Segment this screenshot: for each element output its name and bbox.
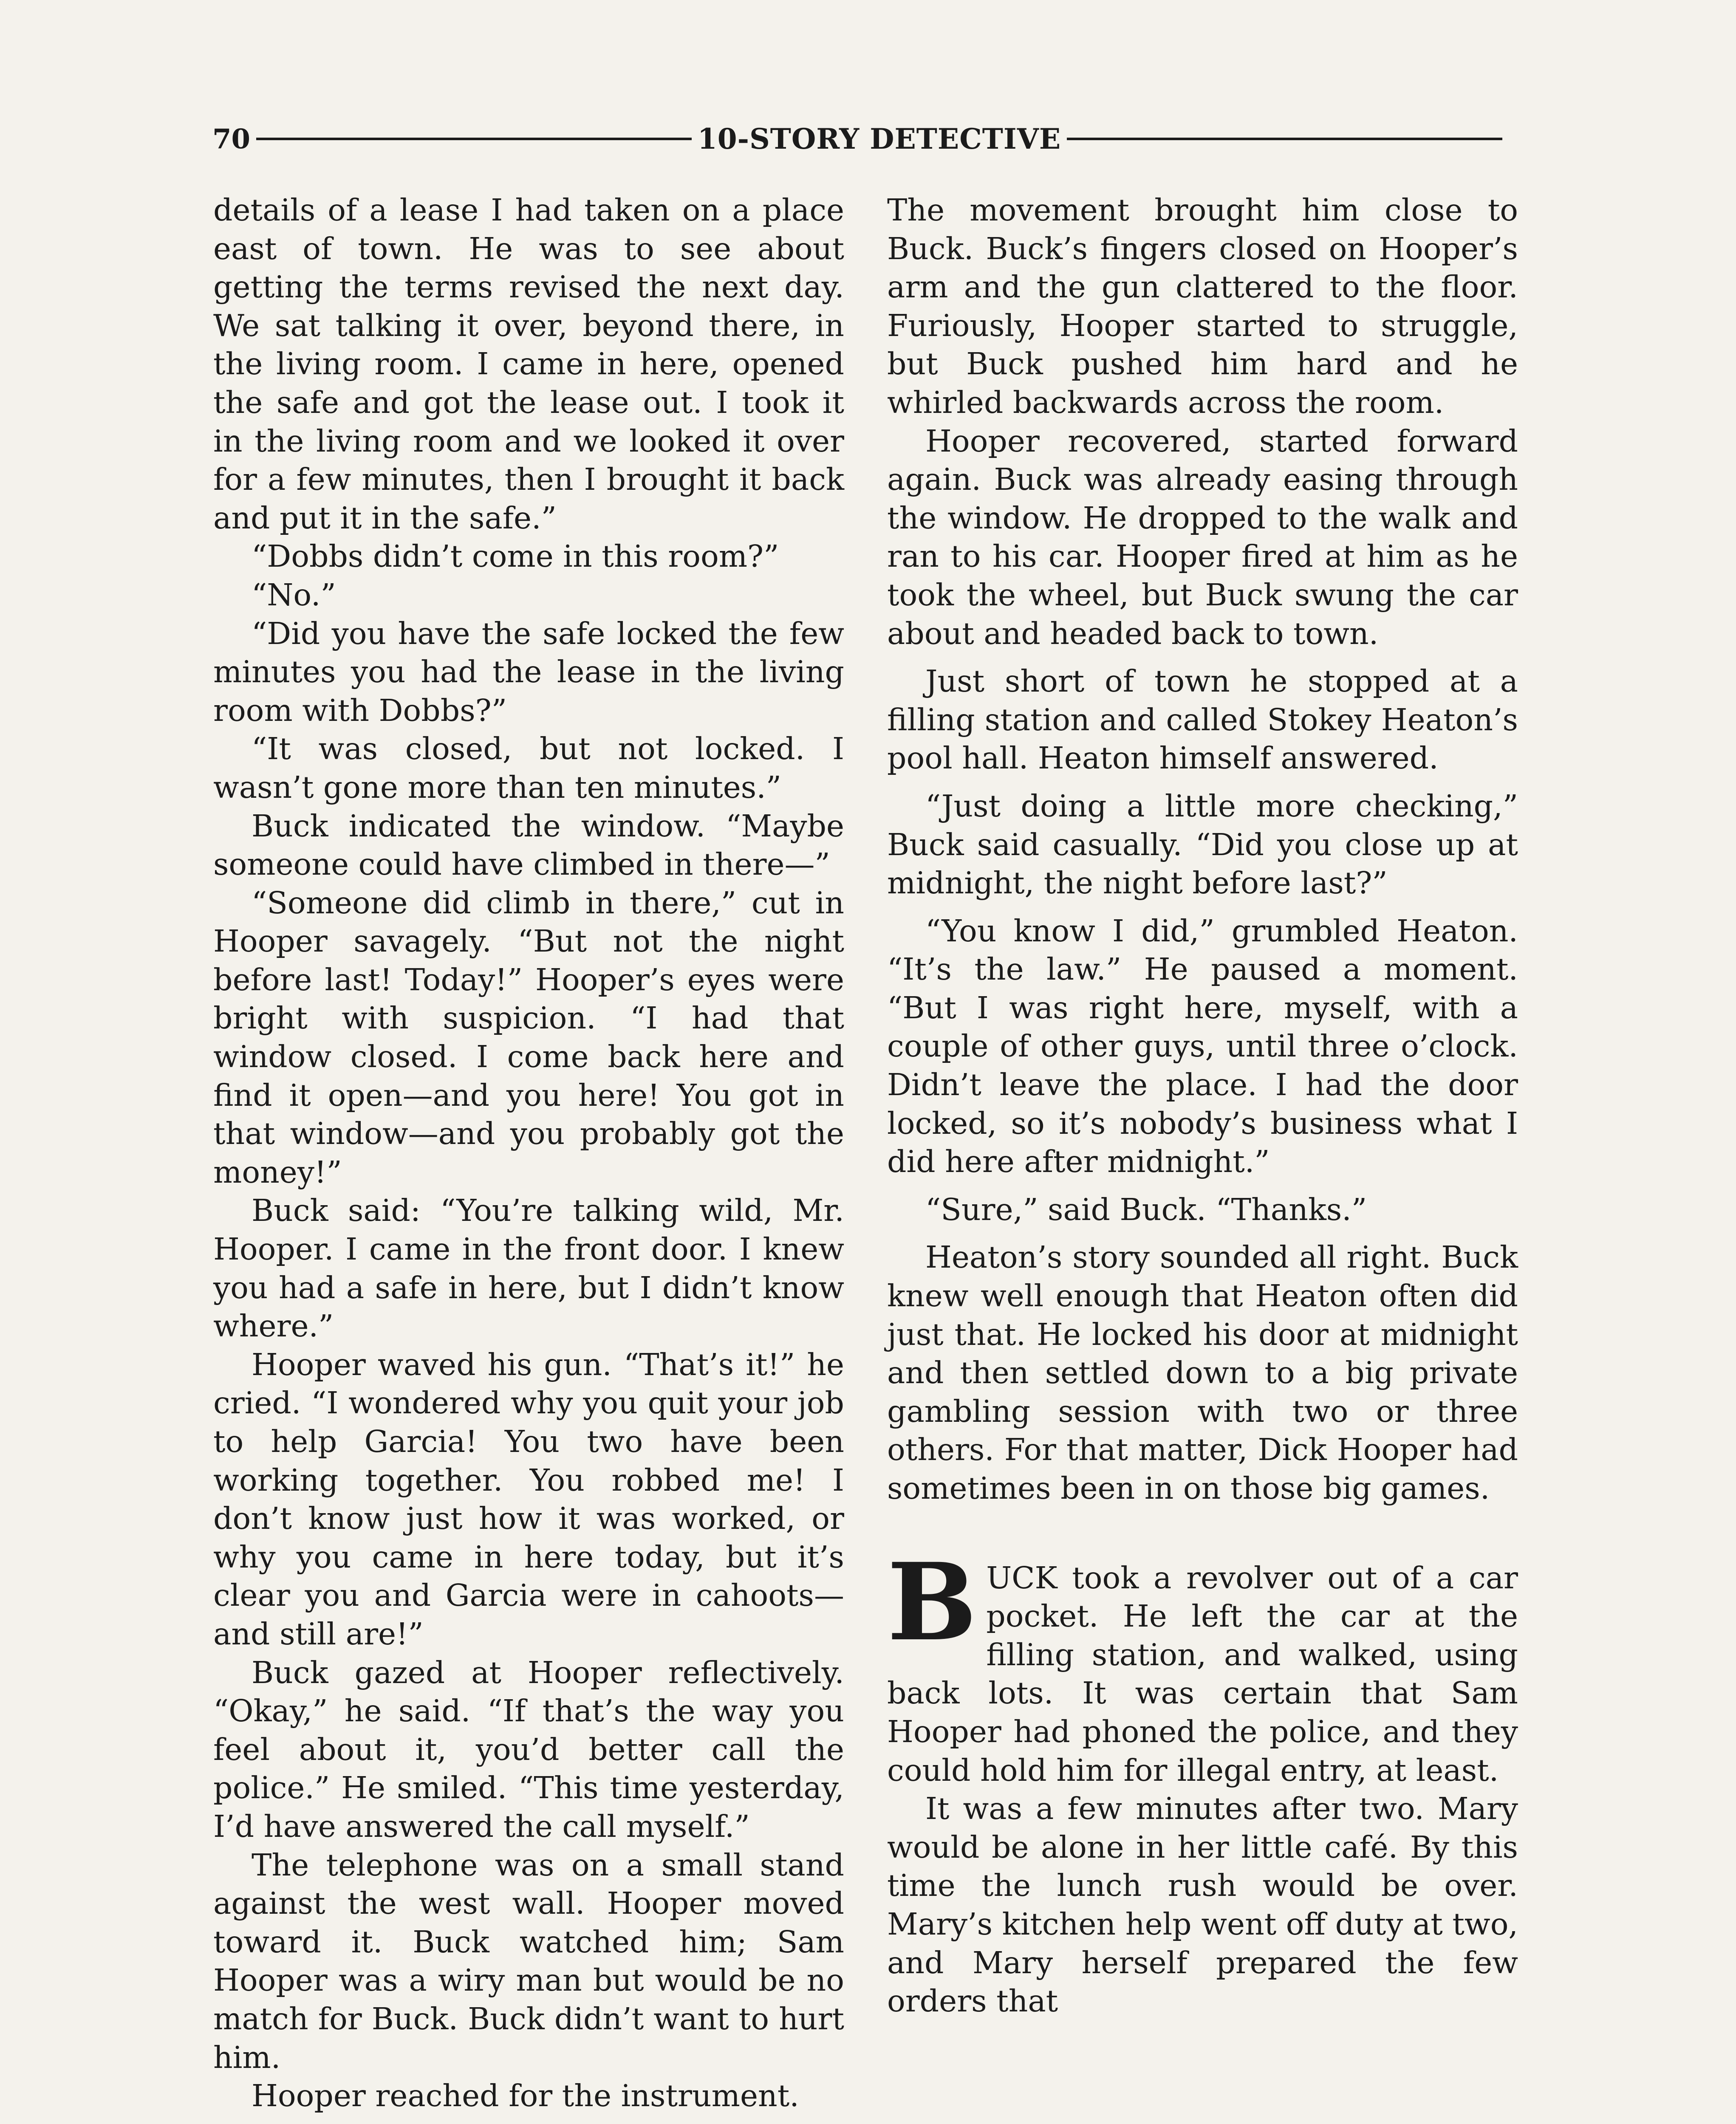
- drop-cap: B: [887, 1539, 977, 1664]
- paragraph: “Just doing a little more checking,” Buck said casually. “Did you close up at midnight, the night before last?”: [887, 788, 1518, 901]
- section-opening-paragraph: [887, 1539, 1518, 1790]
- section-text: took a revolver out of a car pocket. He left the car at the filling station, and walked, using back lots. It was certain that Sam Hooper had phoned the police, and they could hold him for illegal entry, at least.: [887, 1560, 1518, 1788]
- paragraph: Buck gazed at Hooper reflectively. “Okay,” he said. “If that’s the way you feel about it, you’d better call the police.” He smiled. “This time yesterday, I’d have answered the call myself.”: [213, 1655, 844, 1844]
- paragraph: details of a lease I had taken on a place east of town. He was to see about getting the terms revised the next day. We sat talking it over, beyond there, in the living room. I came in here, opened the safe and got the lease out. I took it in the living room and we looked it over for a few minutes, then I brought it back and put it in the safe.”: [213, 192, 844, 536]
- right-column: [887, 191, 1518, 2021]
- paragraph: “No.”: [252, 577, 336, 613]
- paragraph: “Someone did climb in there,” cut in Hooper savagely. “But not the night before last! Today!” Hooper’s eyes were bright with suspicion. “I had that window closed. I come back here and find it open—and you here! You got in that window—and you probably got the money!”: [213, 885, 844, 1190]
- paragraph: “Did you have the safe locked the few minutes you had the lease in the living room with Dobbs?”: [213, 616, 844, 728]
- page-number: 70: [212, 123, 251, 155]
- magazine-title: 10-STORY DETECTIVE: [697, 122, 1061, 155]
- paragraph: “You know I did,” grumbled Heaton. “It’s the law.” He paused a moment. “But I was right here, myself, with a couple of other guys, until three o’clock. Didn’t leave the place. I had the door locked, so it’s nobody’s business what I did here after midnight.”: [887, 913, 1518, 1180]
- paragraph: It was a few minutes after two. Mary would be alone in her little café. By this time the lunch rush would be over. Mary’s kitchen help went off duty at two, and Mary herself prepared the few orders that: [887, 1791, 1518, 2019]
- paragraph: Hooper reached for the instrument.: [252, 2078, 799, 2114]
- paragraph: Buck said: “You’re talking wild, Mr. Hooper. I came in the front door. I knew you had a safe in here, but I didn’t know where.”: [213, 1193, 844, 1344]
- paragraph: Hooper waved his gun. “That’s it!” he cried. “I wondered why you quit your job to help Garcia! You two have been working together. You robbed me! I don’t know just how it was worked, or why you came in here today, but it’s clear you and Garcia were in cahoots—and still are!”: [213, 1347, 844, 1652]
- paragraph: Heaton’s story sounded all right. Buck knew well enough that Heaton often did just that. He locked his door at midnight and then settled down to a big private gambling session with two or three others. For that matter, Dick Hooper had sometimes been in on those big games.: [887, 1240, 1518, 1506]
- running-header: [212, 116, 1508, 162]
- lead-in: UCK: [986, 1560, 1057, 1596]
- paragraph: Just short of town he stopped at a filling station and called Stokey Heaton’s pool hall. Heaton himself answered.: [887, 664, 1518, 776]
- paragraph: The movement brought him close to Buck. Buck’s fingers closed on Hooper’s arm and the gun clattered to the floor. Furiously, Hooper started to struggle, but Buck pushed him hard and he whirled backwards across the room.: [887, 192, 1518, 420]
- paragraph: The telephone was on a small stand against the west wall. Hooper moved toward it. Buck watched him; Sam Hooper was a wiry man but would be no match for Buck. Buck didn’t want to hurt him.: [213, 1847, 844, 2075]
- paragraph: Hooper recovered, started forward again. Buck was already easing through the window. He dropped to the walk and ran to his car. Hooper fired at him as he took the wheel, but Buck swung the car about and headed back to town.: [887, 423, 1518, 651]
- header-rule-right: [1067, 138, 1502, 140]
- paragraph: “Sure,” said Buck. “Thanks.”: [925, 1192, 1367, 1227]
- paragraph: “Dobbs didn’t come in this room?”: [252, 539, 779, 574]
- paragraph: “It was closed, but not locked. I wasn’t gone more than ten minutes.”: [213, 731, 844, 805]
- left-column: [213, 191, 844, 2116]
- paragraph: Buck indicated the window. “Maybe someone could have climbed in there—”: [213, 808, 844, 882]
- header-rule-left: [256, 138, 692, 140]
